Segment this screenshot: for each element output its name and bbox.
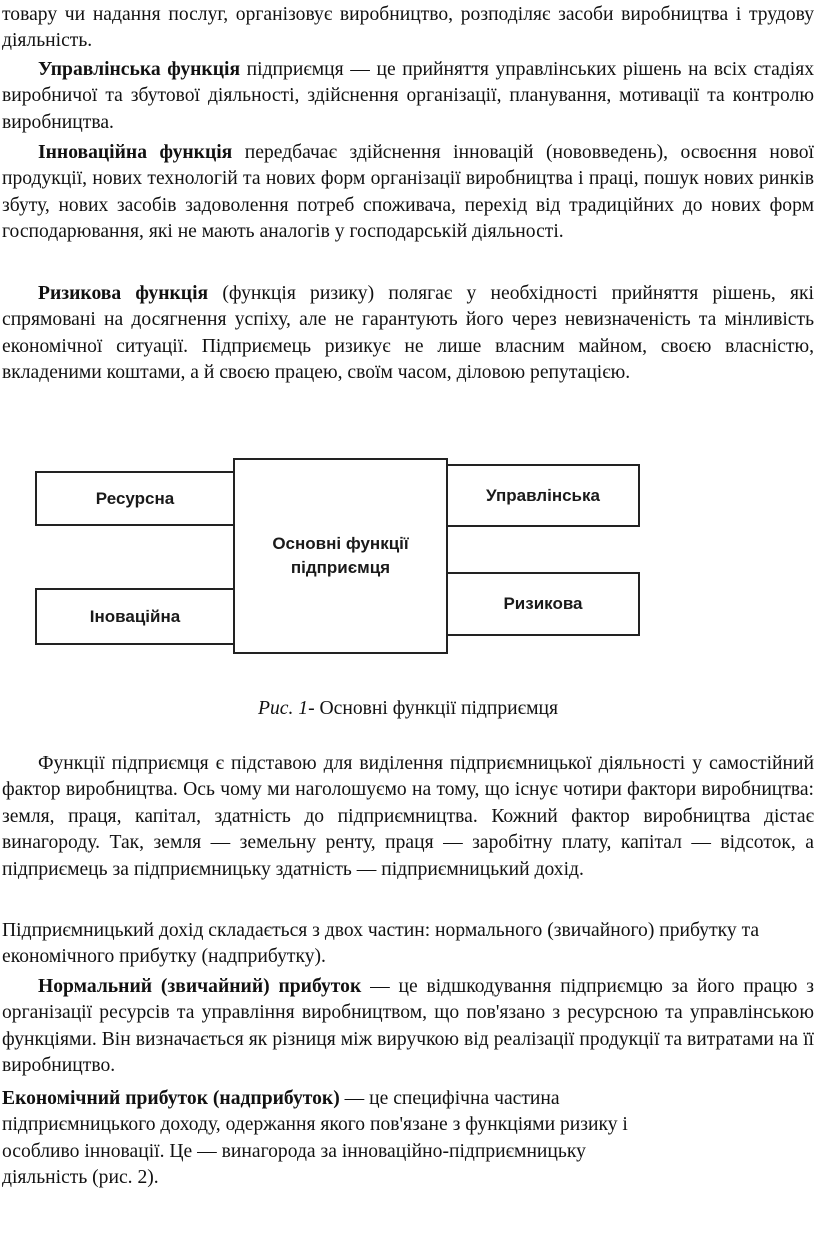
box-risk-label: Ризикова — [503, 594, 583, 613]
box-management-label: Управлінська — [486, 485, 600, 505]
paragraph-income-parts-text: Підприємницький дохід складається з двох частин: нормального (звичайного) прибутку та економічного прибутку (надприбутку). — [2, 920, 760, 968]
box-innovation-label: Іноваційна — [89, 606, 181, 626]
functions-diagram — [0, 450, 816, 665]
economic-profit-line-4: діяльність (рис. 2). — [2, 1167, 159, 1189]
economic-profit-line-1-text: — це специфічна частина — [339, 1088, 560, 1109]
box-risk — [446, 572, 640, 636]
paragraph-risk-text: (функція ризику) полягає у необхідності прийняття рішень, які спрямовані на досягнення успіху, але не гарантують його через невизначеність та мінливість економічної ситуації. Підприємець ризикує не лише власним майном, своєю власністю, вкладеними коштами, а й своєю працею, своїм часом, діловою репутацією. — [2, 283, 814, 384]
box-center-label: Основні функції підприємця — [272, 534, 409, 577]
paragraph-intro — [2, 2, 814, 55]
paragraph-management-text: підприємця — це прийняття управлінських рішень на всіх стадіях виробничої та збутової діяльності, здійснення організації, планування, мотивації та контролю виробництва. — [2, 59, 814, 133]
box-innovation — [35, 588, 235, 645]
figure-caption — [0, 696, 816, 722]
figure-caption-label: Рис. 1- — [258, 698, 315, 719]
economic-profit-line-3: особливо інновації. Це — винагорода за інноваційно-підприємницьку — [2, 1140, 586, 1162]
term-economic-profit: Економічний прибуток (надприбуток) — [2, 1088, 340, 1109]
paragraph-management-function — [2, 57, 814, 136]
term-risk-function: Ризикова функція — [38, 283, 209, 304]
paragraph-innovation-function — [2, 140, 814, 246]
economic-profit-line-1 — [2, 1086, 814, 1112]
term-innovation-function: Інноваційна функція — [38, 142, 233, 163]
term-management-function: Управлінська функція — [38, 59, 241, 80]
paragraph-risk-function — [2, 281, 814, 387]
paragraph-normal-profit-text: — це відшкодування підприємцю за його працю з організації ресурсів та управління виробництвом, що пов'язано з ресурсною та управлінською функціями. Він визначається як різниця між виручкою від реалізації продукції та витратами на її виробництво. — [2, 976, 814, 1077]
box-management — [446, 464, 640, 527]
paragraph-income-parts — [2, 918, 814, 971]
economic-profit-line-2: підприємницького доходу, одержання якого пов'язане з функціями ризику і — [2, 1114, 628, 1136]
box-resource-label: Ресурсна — [95, 488, 175, 508]
box-center-main-functions — [233, 458, 448, 654]
figure-caption-title: Основні функції підприємця — [314, 698, 558, 719]
paragraph-factors — [2, 751, 814, 883]
paragraph-intro-text: товару чи надання послуг, організовує виробництво, розподіляє засоби виробництва і трудову діяльність. — [2, 4, 814, 52]
paragraph-factors-text: Функції підприємця є підставою для виділення підприємницької діяльності у самостійний фактор виробництва. Ось чому ми наголошуємо на тому, що існує чотири фактори виробництва: земля, праця, капітал, здатність до підприємництва. Кожний фактор виробництва дістає винагороду. Так, земля — земельну ренту, праця — заробітну плату, капітал — відсоток, а підприємець за підприємницьку здатність — підприємницький дохід. — [2, 753, 814, 880]
term-normal-profit: Нормальний (звичайний) прибуток — [38, 976, 362, 997]
paragraph-innovation-text: передбачає здійснення інновацій (нововведень), освоєння нової продукції, нових технологій та нових форм організації виробництва і праці, пошук нових ринків збуту, нових засобів задоволення потреб споживача, перехід від традиційних до нових форм господарювання, які не мають аналогів у господарській діяльності. — [2, 142, 814, 243]
paragraph-economic-profit — [2, 1086, 814, 1192]
paragraph-normal-profit — [2, 974, 814, 1080]
box-resource — [35, 471, 235, 526]
